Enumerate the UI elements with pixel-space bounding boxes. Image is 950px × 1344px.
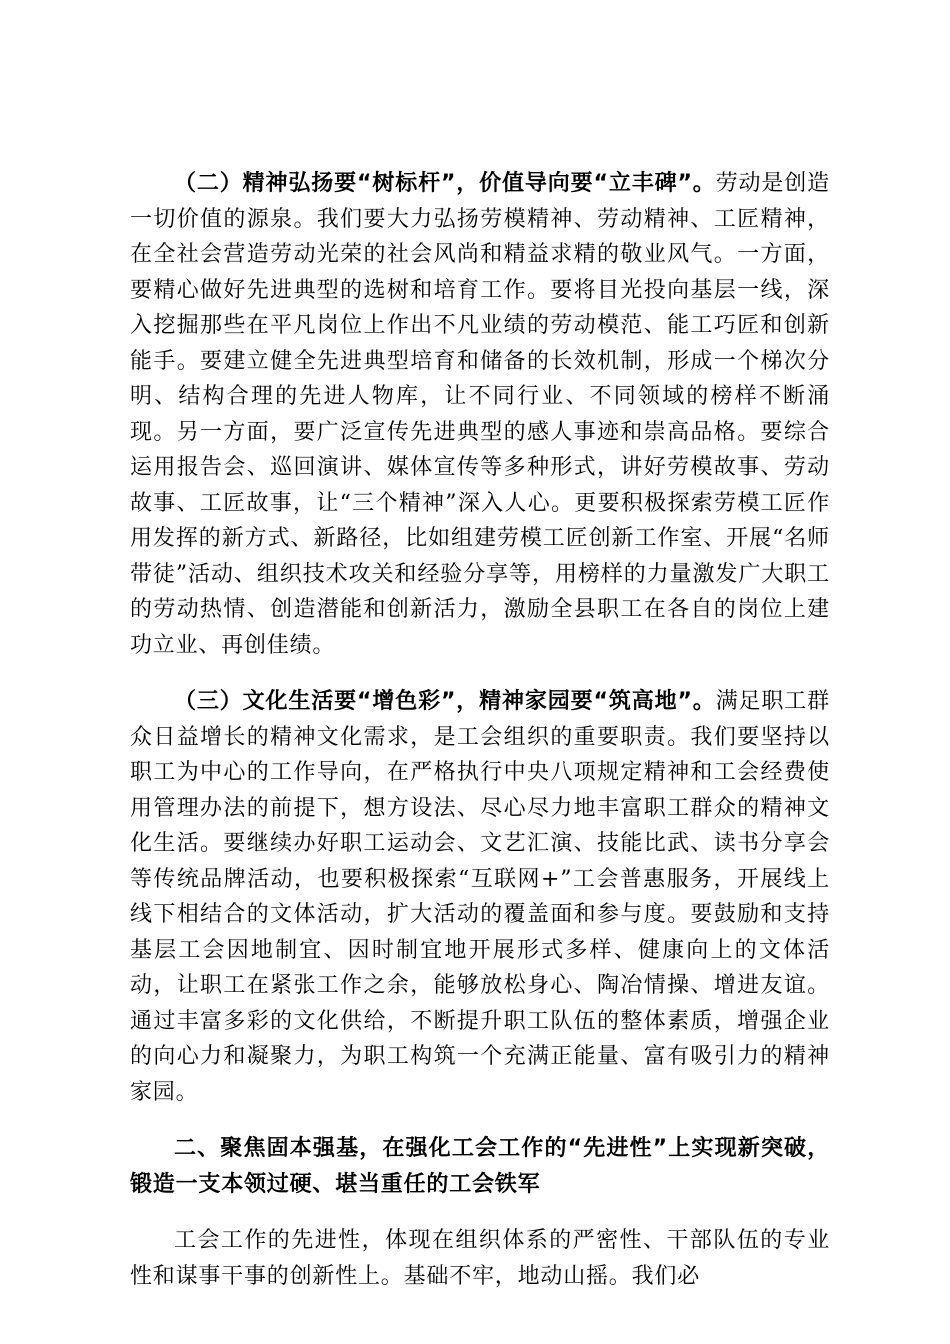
paragraph-closing: 工会工作的先进性，体现在组织体系的严密性、干部队伍的专业性和谋事干事的创新性上。基础不牢，地动山摇。我们必 [130,1228,830,1289]
section-two-body: 劳动是创造一切价值的源泉。我们要大力弘扬劳模精神、劳动精神、工匠精神，在全社会营造劳动光荣的社会风尚和精益求精的敬业风气。一方面，要精心做好先进典型的选树和培育工作。要将目光投向基层一线，深入挖掘那些在平凡岗位上作出不凡业绩的劳动模范、能工巧匠和创新能手。要建立健全先进典型培育和储备的长效机制，形成一个梯次分明、结构合理的先进人物库，让不同行业、不同领域的榜样不断涌现。另一方面，要广泛宣传先进典型的感人事迹和崇高品格。要综合运用报告会、巡回演讲、媒体宣传等多种形式，讲好劳模故事、劳动故事、工匠故事，让“三个精神”深入人心。更要积极探索劳模工匠作用发挥的新方式、新路径，比如组建劳模工匠创新工作室、开展“名师带徒”活动、组织技术攻关和经验分享等，用榜样的力量激发广大职工的劳动热情、创造潜能和创新活力，激励全县职工在各自的岗位上建功立业、再创佳绩。 [130,171,830,658]
document-body [130,166,830,1294]
paragraph-spacer [130,1110,830,1131]
paragraph-section-three [130,684,830,1110]
paragraph-spacer [130,663,830,684]
section-two-lead: （二）精神弘扬要“树标杆”，价值导向要“立丰碑”。 [174,171,716,196]
section-heading-two: 二、聚焦固本强基，在强化工会工作的“先进性”上实现新突破，锻造一支本领过硬、堪当重任的工会铁军 [130,1136,830,1197]
section-three-body: 满足职工群众日益增长的精神文化需求，是工会组织的重要职责。我们要坚持以职工为中心的工作导向，在严格执行中央八项规定精神和工会经费使用管理办法的前提下，想方设法、尽心尽力地丰富职工群众的精神文化生活。要继续办好职工运动会、文艺汇演、技能比武、读书分享会等传统品牌活动，也要积极探索“互联网+”工会普惠服务，开展线上线下相结合的文体活动，扩大活动的覆盖面和参与度。要鼓励和支持基层工会因地制宜、因时制宜地开展形式多样、健康向上的文体活动，让职工在紧张工作之余，能够放松身心、陶冶情操、增进友谊。通过丰富多彩的文化供给，不断提升职工队伍的整体素质，增强企业的向心力和凝聚力，为职工构筑一个充满正能量、富有吸引力的精神家园。 [130,689,830,1105]
paragraph-section-two [130,166,830,663]
section-three-lead: （三）文化生活要“增色彩”，精神家园要“筑高地”。 [174,689,716,714]
paragraph-spacer [130,1202,830,1223]
